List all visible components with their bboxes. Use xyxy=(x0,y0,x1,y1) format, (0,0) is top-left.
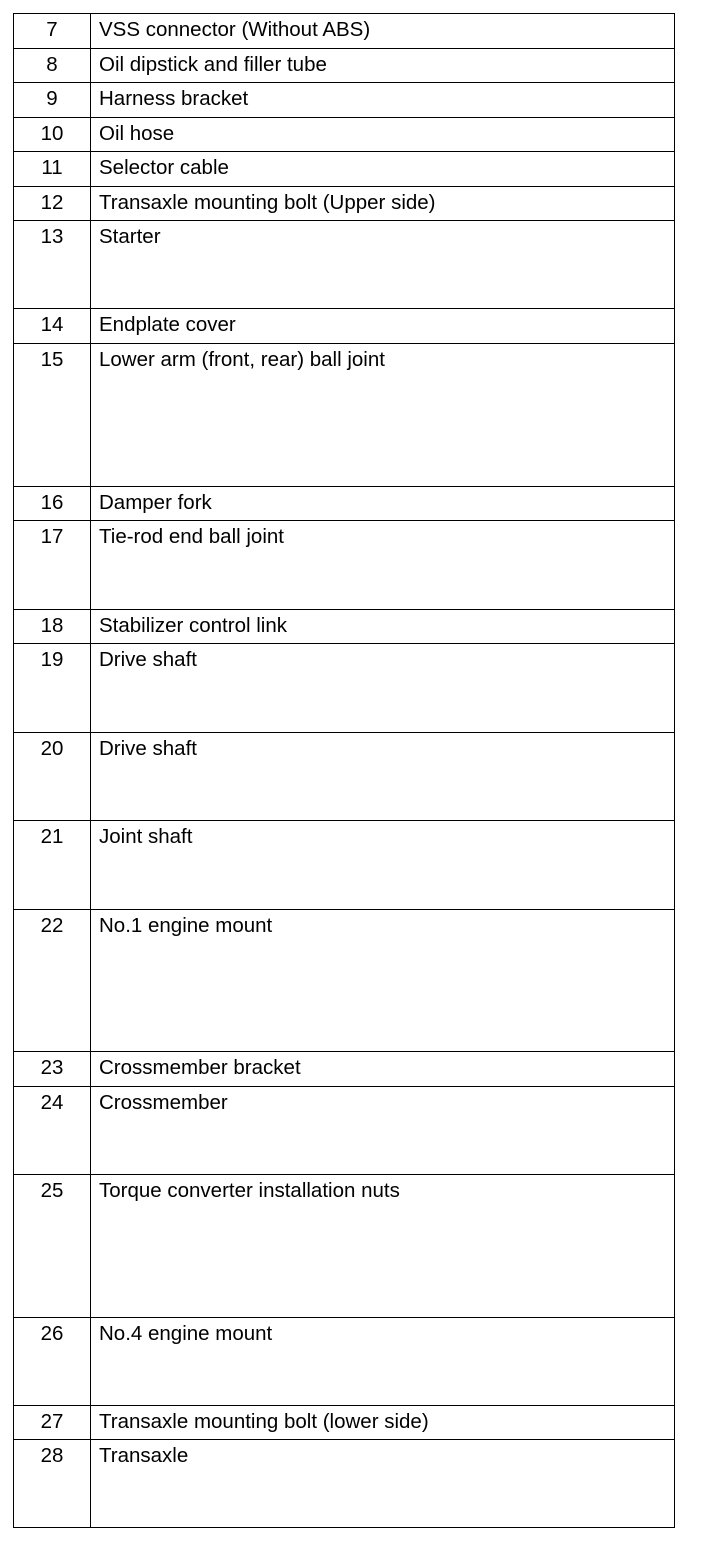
part-number: 12 xyxy=(14,187,91,221)
table-row xyxy=(14,187,675,221)
table-row xyxy=(14,821,675,910)
part-number: 16 xyxy=(14,487,91,521)
part-number: 18 xyxy=(14,610,91,644)
part-number: 27 xyxy=(14,1406,91,1440)
part-name: Harness bracket xyxy=(91,83,675,118)
part-name: Lower arm (front, rear) ball joint xyxy=(91,344,675,487)
part-number: 20 xyxy=(14,733,91,821)
part-number: 7 xyxy=(14,14,91,49)
table-row xyxy=(14,1052,675,1087)
table-row xyxy=(14,1406,675,1440)
part-name: Drive shaft xyxy=(91,733,675,821)
table-row xyxy=(14,644,675,733)
part-name: No.1 engine mount xyxy=(91,910,675,1052)
part-name: Starter xyxy=(91,221,675,309)
part-number: 17 xyxy=(14,521,91,610)
part-name: Oil dipstick and filler tube xyxy=(91,49,675,83)
part-name: Transaxle xyxy=(91,1440,675,1528)
part-number: 22 xyxy=(14,910,91,1052)
part-name: Transaxle mounting bolt (lower side) xyxy=(91,1406,675,1440)
part-number: 23 xyxy=(14,1052,91,1087)
part-number: 19 xyxy=(14,644,91,733)
table-row xyxy=(14,1087,675,1175)
part-number: 11 xyxy=(14,152,91,187)
part-name: VSS connector (Without ABS) xyxy=(91,14,675,49)
part-name: Selector cable xyxy=(91,152,675,187)
part-number: 28 xyxy=(14,1440,91,1528)
part-name: Stabilizer control link xyxy=(91,610,675,644)
part-name: Tie-rod end ball joint xyxy=(91,521,675,610)
parts-table xyxy=(13,13,675,1528)
table-row xyxy=(14,344,675,487)
part-number: 24 xyxy=(14,1087,91,1175)
part-number: 13 xyxy=(14,221,91,309)
table-row xyxy=(14,1318,675,1406)
part-number: 26 xyxy=(14,1318,91,1406)
part-number: 8 xyxy=(14,49,91,83)
table-row xyxy=(14,83,675,118)
part-name: Damper fork xyxy=(91,487,675,521)
table-row xyxy=(14,152,675,187)
table-row xyxy=(14,14,675,49)
table-row xyxy=(14,521,675,610)
parts-table-body xyxy=(14,14,675,1528)
part-name: Drive shaft xyxy=(91,644,675,733)
part-name: Oil hose xyxy=(91,118,675,152)
part-number: 9 xyxy=(14,83,91,118)
part-number: 10 xyxy=(14,118,91,152)
part-name: No.4 engine mount xyxy=(91,1318,675,1406)
table-row xyxy=(14,733,675,821)
part-name: Torque converter installation nuts xyxy=(91,1175,675,1318)
part-name: Joint shaft xyxy=(91,821,675,910)
table-row xyxy=(14,1175,675,1318)
table-row xyxy=(14,221,675,309)
table-row xyxy=(14,49,675,83)
table-row xyxy=(14,910,675,1052)
part-name: Crossmember xyxy=(91,1087,675,1175)
part-name: Endplate cover xyxy=(91,309,675,344)
part-number: 25 xyxy=(14,1175,91,1318)
table-row xyxy=(14,487,675,521)
table-row xyxy=(14,309,675,344)
table-row xyxy=(14,610,675,644)
part-number: 15 xyxy=(14,344,91,487)
part-number: 14 xyxy=(14,309,91,344)
part-name: Transaxle mounting bolt (Upper side) xyxy=(91,187,675,221)
part-number: 21 xyxy=(14,821,91,910)
table-row xyxy=(14,118,675,152)
table-row xyxy=(14,1440,675,1528)
part-name: Crossmember bracket xyxy=(91,1052,675,1087)
